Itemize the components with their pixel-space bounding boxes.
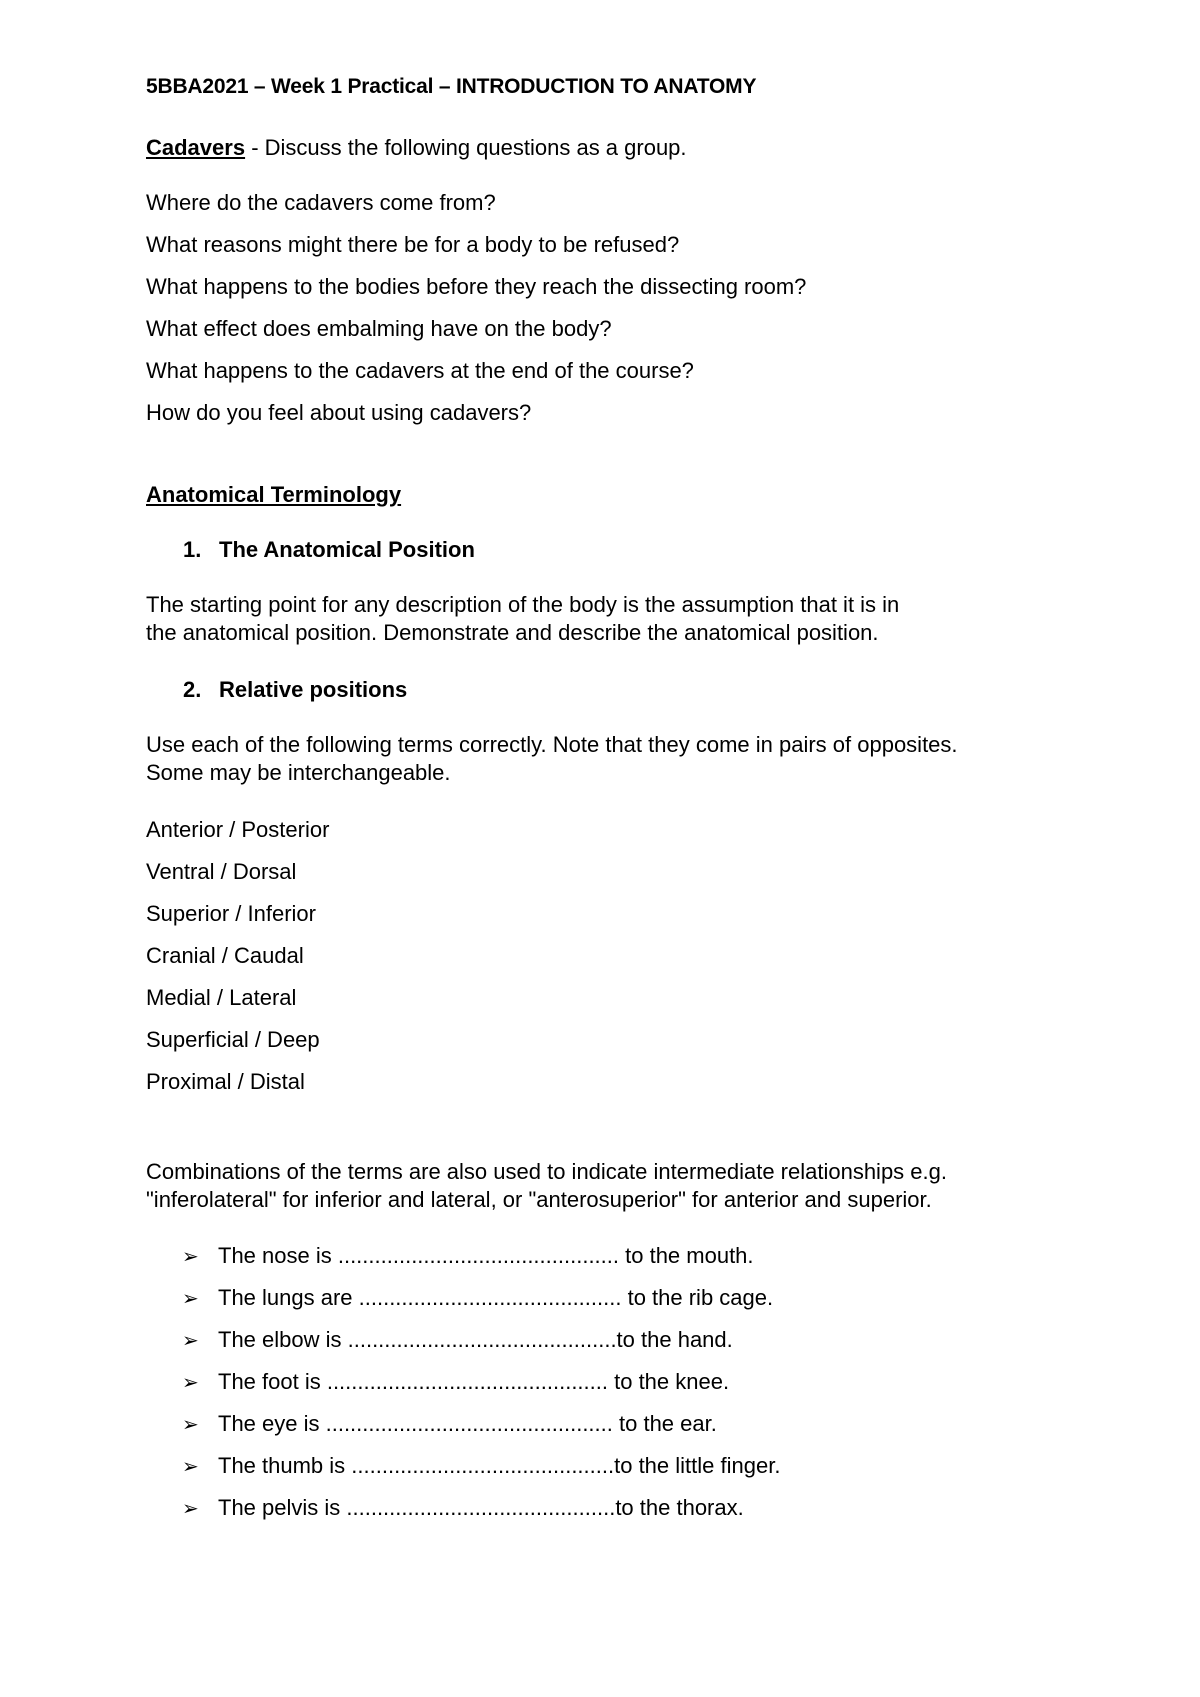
section-number: 1.: [183, 537, 202, 562]
arrow-bullet-icon: ➢: [182, 1372, 199, 1394]
exercise-item: [182, 1327, 733, 1354]
combinations-line: "inferolateral" for inferior and lateral, or "anterosuperior" for anterior and superior.: [146, 1187, 932, 1212]
arrow-bullet-icon: ➢: [182, 1288, 199, 1310]
section-title: The Anatomical Position: [219, 537, 475, 562]
exercise-item: [182, 1411, 717, 1438]
cadavers-intro: - Discuss the following questions as a group.: [245, 135, 687, 160]
terminology-heading: Anatomical Terminology: [146, 482, 402, 507]
term-pair: Proximal / Distal: [146, 1069, 305, 1094]
exercise-text: The nose is .............................................. to the mouth.: [218, 1243, 754, 1268]
cadavers-intro-line: [146, 135, 687, 161]
exercise-text: The elbow is ............................................to the hand.: [218, 1327, 733, 1352]
cadavers-heading: Cadavers: [146, 135, 246, 160]
exercise-item: [182, 1495, 744, 1522]
exercise-text: The pelvis is ............................................to the thorax.: [218, 1495, 744, 1520]
exercise-text: The thumb is ...........................................to the little finger.: [218, 1453, 781, 1478]
combinations-line: Combinations of the terms are also used to indicate intermediate relationships e.g.: [146, 1159, 947, 1184]
arrow-bullet-icon: ➢: [182, 1456, 199, 1478]
exercise-text: The foot is .............................................. to the knee.: [218, 1369, 730, 1394]
section-2-body-line: Some may be interchangeable.: [146, 760, 451, 785]
term-pair: Cranial / Caudal: [146, 943, 304, 968]
term-pair: Medial / Lateral: [146, 985, 297, 1010]
question-item: What effect does embalming have on the body?: [146, 316, 612, 341]
section-1-heading: [146, 537, 475, 563]
term-pair: Superior / Inferior: [146, 901, 316, 926]
question-item: Where do the cadavers come from?: [146, 190, 496, 215]
question-item: What reasons might there be for a body to be refused?: [146, 232, 680, 257]
section-number: 2.: [183, 677, 202, 702]
arrow-bullet-icon: ➢: [182, 1330, 199, 1352]
exercise-item: [182, 1243, 754, 1270]
exercise-text: The eye is ............................................... to the ear.: [218, 1411, 717, 1436]
section-1-body-line: the anatomical position. Demonstrate and describe the anatomical position.: [146, 620, 879, 645]
question-item: What happens to the bodies before they reach the dissecting room?: [146, 274, 807, 299]
exercise-item: [182, 1369, 729, 1396]
exercise-item: [182, 1453, 780, 1480]
section-2-body-line: Use each of the following terms correctly. Note that they come in pairs of opposites.: [146, 732, 958, 757]
question-item: How do you feel about using cadavers?: [146, 400, 532, 425]
section-1-body-line: The starting point for any description of the body is the assumption that it is in: [146, 592, 900, 617]
term-pair: Ventral / Dorsal: [146, 859, 297, 884]
document-header: 5BBA2021 – Week 1 Practical – INTRODUCTION TO ANATOMY: [146, 75, 757, 98]
exercise-text: The lungs are ........................................... to the rib cage.: [218, 1285, 774, 1310]
arrow-bullet-icon: ➢: [182, 1414, 199, 1436]
term-pair: Anterior / Posterior: [146, 817, 330, 842]
term-pair: Superficial / Deep: [146, 1027, 320, 1052]
exercise-item: [182, 1285, 773, 1312]
arrow-bullet-icon: ➢: [182, 1246, 199, 1268]
question-item: What happens to the cadavers at the end of the course?: [146, 358, 694, 383]
arrow-bullet-icon: ➢: [182, 1498, 199, 1520]
section-2-heading: [146, 677, 407, 703]
section-title: Relative positions: [219, 677, 408, 702]
